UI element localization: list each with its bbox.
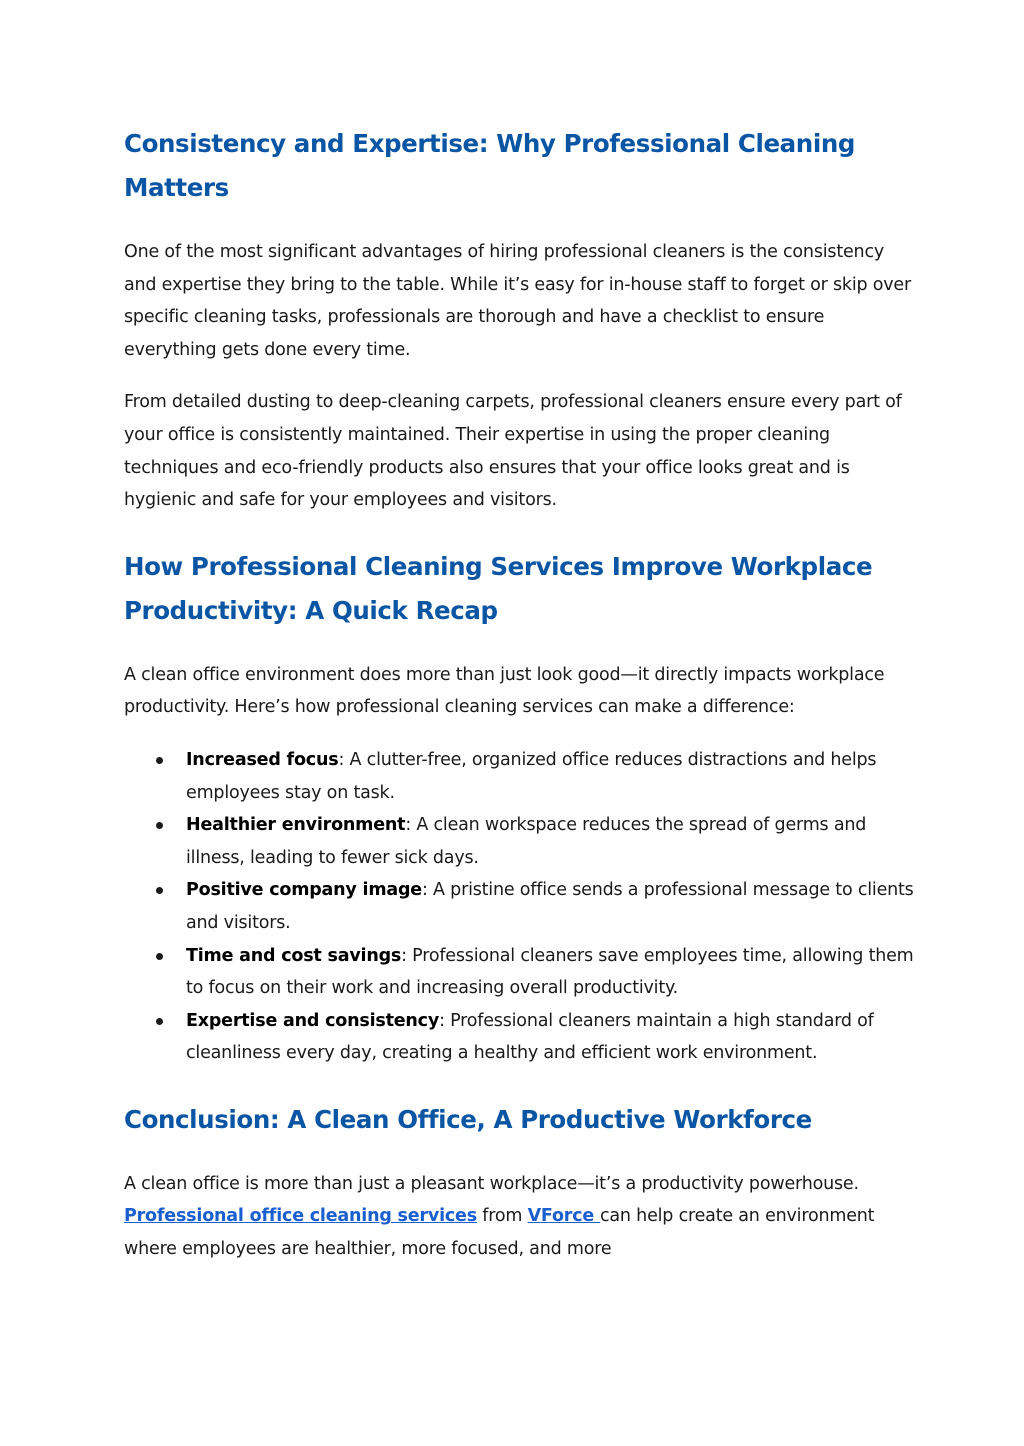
paragraph-consistency-2: From detailed dusting to deep-cleaning carpets, professional cleaners ensure every part of your office is consistently maintained. Their expertise in using the proper cleaning techniques and eco-friendly products also ensures that your office looks great and is hygienic and safe for your employees and visitors. [124, 392, 902, 511]
list-item-text: : Professional cleaners save employees time, allowing them to focus on their work and increasing overall productivity. [186, 945, 914, 999]
list-item [124, 1005, 914, 1070]
list-item [124, 874, 914, 939]
list-item-term: Expertise and consistency [186, 1010, 440, 1031]
list-item [124, 809, 914, 874]
conclusion-text-from: from [476, 1206, 528, 1227]
list-item-term: Time and cost savings [186, 945, 402, 966]
list-item-text: : A clutter-free, organized office reduces distractions and helps employees stay on task. [186, 749, 877, 803]
paragraph-conclusion [124, 1168, 914, 1266]
list-item-term: Positive company image [186, 880, 422, 901]
bullet-icon [156, 953, 163, 960]
list-item-term: Increased focus [186, 749, 339, 770]
list-item-term: Healthier environment [186, 815, 406, 836]
conclusion-text-lead: A clean office is more than just a pleasant workplace—it’s a productivity powerhouse. [124, 1173, 859, 1194]
bullet-icon [156, 887, 163, 894]
vforce-link[interactable]: VForce [527, 1206, 600, 1227]
list-item [124, 744, 914, 809]
heading-productivity-recap: How Professional Cleaning Services Improve Workplace Productivity: A Quick Recap [124, 551, 873, 625]
list-item [124, 940, 914, 1005]
conclusion-text-tail: can help create an environment where employees are healthier, more focused, and more [124, 1206, 875, 1260]
document-page [124, 122, 914, 1266]
paragraph-consistency-1: One of the most significant advantages of hiring professional cleaners is the consistency and expertise they bring to the table. While it’s easy for in-house staff to forget or skip over specific cleaning tasks, professionals are thorough and have a checklist to ensure everything gets done every time. [124, 242, 911, 360]
professional-cleaning-services-link[interactable]: Professional office cleaning services [124, 1206, 477, 1227]
bullet-icon [156, 757, 163, 764]
paragraph-productivity-intro: A clean office environment does more than just look good—it directly impacts workplace productivity. Here’s how professional cleaning services can make a difference: [124, 664, 885, 718]
list-item-text: : A pristine office sends a professional message to clients and visitors. [186, 880, 914, 933]
heading-consistency-expertise: Consistency and Expertise: Why Professional Cleaning Matters [124, 129, 856, 202]
list-item-text: : A clean workspace reduces the spread of germs and illness, leading to fewer sick days. [186, 815, 867, 868]
bullet-icon [156, 822, 163, 829]
benefits-list [124, 744, 914, 1070]
bullet-icon [156, 1018, 163, 1025]
heading-conclusion: Conclusion: A Clean Office, A Productive Workforce [124, 1104, 812, 1134]
list-item-text: : Professional cleaners maintain a high standard of cleanliness every day, creating a healthy and efficient work environment. [186, 1010, 874, 1064]
